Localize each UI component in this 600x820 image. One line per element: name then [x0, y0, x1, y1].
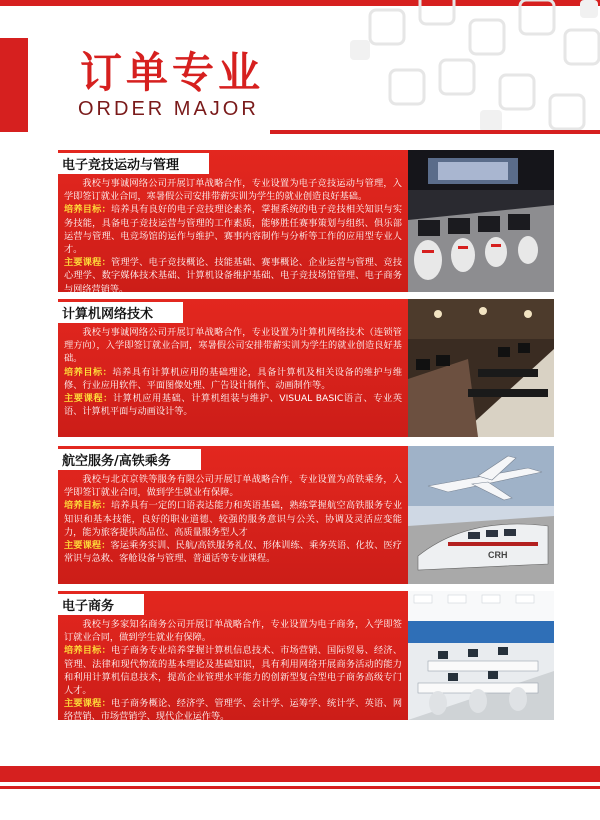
section-text-panel	[58, 150, 408, 295]
computer-lab-photo	[408, 299, 554, 437]
section-text-panel	[58, 591, 408, 723]
section-courses	[64, 697, 402, 723]
section-esports	[58, 150, 554, 295]
section-title: 航空服务/高铁乘务	[58, 449, 201, 470]
bottom-accent-bar	[0, 766, 600, 782]
section-body	[64, 177, 402, 296]
section-text-panel	[58, 299, 408, 437]
courses-text: 电子商务概论、经济学、管理学、会计学、运筹学、统计学、英语、网络营销、市场营销学、现代企业运作等。	[64, 698, 403, 723]
courses-text: 客运乘务实训、民航/高铁服务礼仪、形体训练、乘务英语、化妆、医疗常识与急救、客舱设备与管理、普通话等专业课程。	[64, 540, 402, 565]
section-title: 电子商务	[58, 594, 144, 615]
section-courses	[64, 539, 402, 565]
section-goal	[64, 644, 402, 697]
section-aviation	[58, 446, 554, 584]
section-intro: 我校与北京京铁等服务有限公司开展订单战略合作，专业设置为高铁乘务，入学即签订就业合同，做到学生就业有保障。	[64, 474, 402, 499]
esports-arena-photo	[408, 150, 554, 292]
goal-text: 培养具有计算机应用的基础理论，具备计算机及相关设备的维护与维修、行业应用软件、平面图像处理、广告设计制作、动画制作等。	[64, 366, 403, 391]
section-intro: 我校与事诚网络公司开展订单战略合作，专业设置为电子竞技运动与管理，入学即签订就业合同，寒暑假公司安排带薪实训为学生的就业创造良好基础。	[64, 178, 402, 203]
courses-label: 主要课程：	[64, 393, 113, 405]
page-title: 订单专业	[80, 48, 265, 97]
header-left-bar	[0, 38, 28, 132]
section-intro: 我校与事诚网络公司开展订单战略合作，专业设置为计算机网络技术（连锁管理方向），入学即签订就业合同，寒暑假公司安排带薪实训为学生的就业创造良好基础。	[64, 327, 402, 365]
goal-label: 培养目标：	[64, 204, 111, 216]
bottom-accent-line	[0, 786, 600, 789]
courses-text: 管理学、电子竞技概论、技能基础、赛事概论、企业运营与管理、竞技心理学、数字媒体技术基础、计算机设备维护基础、电子竞技场馆管理、电子商务与网络营销等。	[64, 257, 403, 295]
courses-label: 主要课程：	[64, 698, 111, 710]
section-courses	[64, 256, 402, 296]
section-body	[64, 618, 402, 724]
page-subtitle: ORDER MAJOR	[78, 98, 259, 120]
goal-text: 培养具有一定的口语表达能力和英语基础，熟练掌握航空高铁服务专业知识和基本技能，良好的职业道德、较强的服务意识与公关、协调及灵活应变能力，能为旅客提供高品位、高质量服务型人才	[64, 500, 403, 538]
goal-label: 培养目标：	[64, 366, 113, 378]
goal-text: 电子商务专业培养掌握计算机信息技术、市场营销、国际贸易、经济、管理、法律和现代物流的基本理论及基础知识，具有利用网络开展商务活动的能力和利用计算机信息技术，提高企业管理水平能力的创新型复合型电子商务高级专门人才。	[64, 645, 403, 697]
title-underline	[270, 130, 600, 134]
section-goal	[64, 366, 402, 392]
goal-text: 培养具有良好的电子竞技理论素养，掌握系统的电子竞技相关知识与实务技能，具备电子竞技运营与管理的工作素质，能够胜任赛事策划与组织、俱乐部运营与管理、电竞场馆的运作与维护、赛事内容制作与分析等工作的应用型专业人才。	[64, 204, 403, 256]
section-goal	[64, 499, 402, 539]
airplane-train-photo	[408, 446, 554, 584]
section-ecommerce	[58, 591, 554, 723]
section-title: 计算机网络技术	[58, 302, 183, 323]
decorative-squares	[330, 0, 600, 150]
office-photo	[408, 591, 554, 720]
courses-label: 主要课程：	[64, 540, 111, 552]
courses-label: 主要课程：	[64, 257, 111, 269]
section-body	[64, 326, 402, 418]
section-network	[58, 299, 554, 437]
section-text-panel	[58, 446, 408, 584]
section-body	[64, 473, 402, 565]
courses-text: 计算机应用基础、计算机组装与维护、VISUAL BASIC语言、专业英语、计算机平面与动画设计等。	[64, 393, 403, 418]
goal-label: 培养目标：	[64, 645, 111, 657]
section-title: 电子竞技运动与管理	[58, 153, 209, 174]
section-courses	[64, 392, 402, 418]
section-intro: 我校与多家知名商务公司开展订单战略合作，专业设置为电子商务，入学即签订就业合同，做到学生就业有保障。	[64, 619, 402, 644]
train-label: CRH	[488, 550, 508, 560]
goal-label: 培养目标：	[64, 500, 111, 512]
section-goal	[64, 203, 402, 256]
